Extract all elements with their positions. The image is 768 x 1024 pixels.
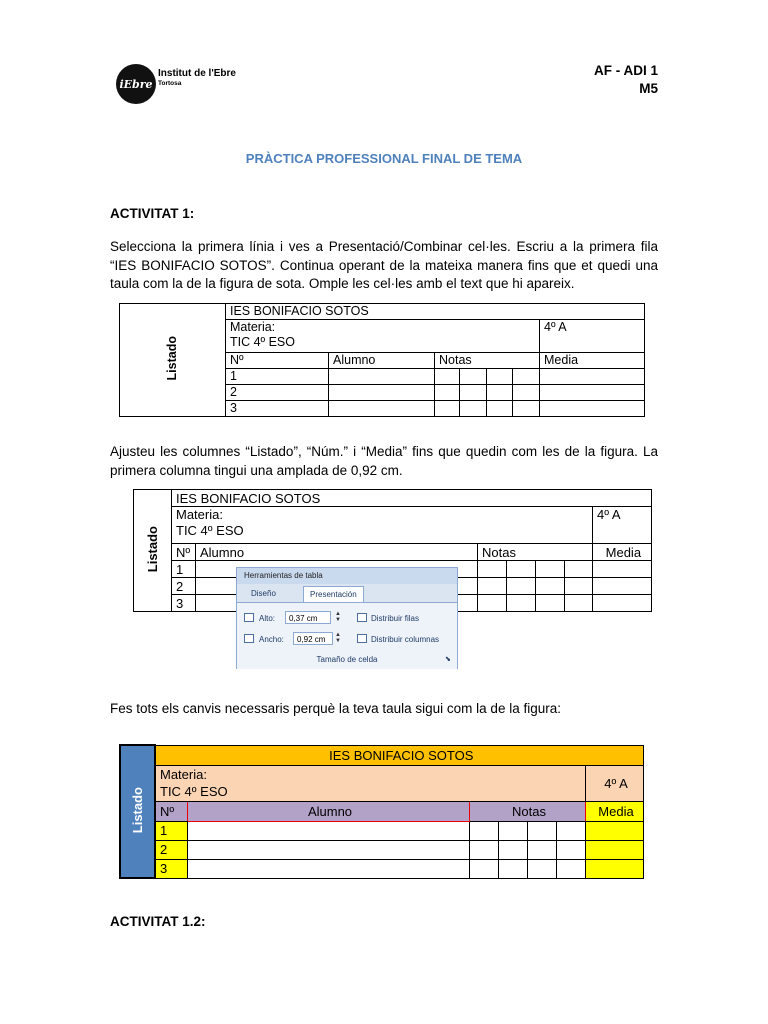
school-name-cell: IES BONIFACIO SOTOS <box>226 304 645 320</box>
listado-label: Listado <box>165 335 179 381</box>
grupo-cell: 4º A <box>585 765 643 801</box>
materia-label: Materia: <box>230 320 276 334</box>
listado-label: Listado <box>130 786 145 834</box>
grupo-cell: 4º A <box>540 320 645 353</box>
row-num: 1 <box>155 821 187 840</box>
logo-name: Institut de l'Ebre <box>158 68 236 79</box>
adjust-columns-text: Ajusteu les columnes “Listado”, “Núm.” i “Media” fins que quedin com les de la figura. La primera columna tingui una amplada de 0,92 cm. <box>110 444 658 478</box>
school-logo <box>116 64 156 104</box>
notas-header: Notas <box>469 801 585 821</box>
num-header: Nº <box>155 801 187 821</box>
row-num: 2 <box>226 385 329 401</box>
row-height-icon <box>244 613 254 622</box>
row-num: 1 <box>226 369 329 385</box>
code-line-2: M5 <box>639 81 658 96</box>
ancho-spinner[interactable]: ▲ ▼ <box>335 632 341 644</box>
alumno-header: Alumno <box>196 544 478 561</box>
tic-label: TIC 4º ESO <box>176 523 244 538</box>
alto-input[interactable]: 0,37 cm <box>285 611 331 624</box>
materia-label: Materia: <box>160 766 207 782</box>
alto-spinner[interactable]: ▲ ▼ <box>335 611 341 623</box>
row-num: 2 <box>172 578 196 595</box>
figure-table-3 <box>119 744 644 879</box>
activity-1-2-heading: ACTIVITAT 1.2: <box>110 914 206 929</box>
listado-cell <box>120 304 226 417</box>
document-code <box>594 62 658 98</box>
school-name-cell: IES BONIFACIO SOTOS <box>172 490 652 507</box>
distribute-rows-button[interactable]: Distribuir filas <box>371 614 420 623</box>
materia-label: Materia: <box>176 507 223 522</box>
media-header: Media <box>593 544 652 561</box>
activity-1-intro: Selecciona la primera línia i ves a Presentació/Combinar cel·les. Escriu a la primera fila “IES BONIFACIO SOTOS”. Continua operant de la mateixa manera fins que et quedi una taula com la de la figura de sota. Omple les cel·les amb el text que hi apareix. <box>110 239 658 291</box>
row-num: 1 <box>172 561 196 578</box>
num-header: Nº <box>226 353 329 369</box>
document-title: PRÀCTICA PROFESSIONAL FINAL DE TEMA <box>245 151 523 166</box>
distribute-columns-button[interactable]: Distribuir columnas <box>371 635 440 644</box>
listado-label: Listado <box>145 525 160 573</box>
ancho-input[interactable]: 0,92 cm <box>293 632 333 645</box>
distribute-rows-icon <box>357 613 367 622</box>
materia-cell <box>226 320 540 353</box>
logo-city: Tortosa <box>158 80 182 87</box>
materia-cell <box>172 507 593 544</box>
figure-table-1 <box>119 303 645 417</box>
distribute-columns-icon <box>357 634 367 643</box>
activity-1-heading: ACTIVITAT 1: <box>110 206 195 221</box>
ribbon-title: Herramientas de tabla <box>237 568 457 584</box>
logo-mark: iEbre <box>119 77 153 91</box>
tab-layout[interactable]: Presentación <box>303 586 364 603</box>
tab-design[interactable]: Diseño <box>251 589 276 598</box>
row-num: 3 <box>172 595 196 612</box>
ancho-label: Ancho: <box>259 635 284 644</box>
row-num: 2 <box>155 840 187 859</box>
num-header: Nº <box>172 544 196 561</box>
listado-cell <box>134 490 172 612</box>
alumno-header: Alumno <box>329 353 435 369</box>
media-header: Media <box>540 353 645 369</box>
materia-cell <box>155 765 585 801</box>
table-tools-ribbon <box>236 567 458 669</box>
alumno-header: Alumno <box>187 801 469 821</box>
row-num: 3 <box>155 859 187 878</box>
notas-header: Notas <box>478 544 593 561</box>
dialog-launcher-icon[interactable]: ⬊ <box>445 656 451 663</box>
changes-text: Fes tots els canvis necessaris perquè la teva taula sigui com la de la figura: <box>110 701 561 716</box>
grupo-cell: 4º A <box>593 507 652 544</box>
notas-header: Notas <box>435 353 540 369</box>
row-num: 3 <box>226 401 329 417</box>
cell-size-group-label: Tamaño de celda <box>316 655 378 664</box>
listado-cell <box>120 745 155 878</box>
alto-label: Alto: <box>259 614 276 623</box>
tic-label: TIC 4º ESO <box>160 783 228 799</box>
code-line-1: AF - ADI 1 <box>594 63 658 78</box>
media-header: Media <box>585 801 643 821</box>
column-width-icon <box>244 634 254 643</box>
school-name-cell: IES BONIFACIO SOTOS <box>155 745 643 765</box>
tic-label: TIC 4º ESO <box>230 335 295 349</box>
cell-size-group <box>237 602 457 669</box>
